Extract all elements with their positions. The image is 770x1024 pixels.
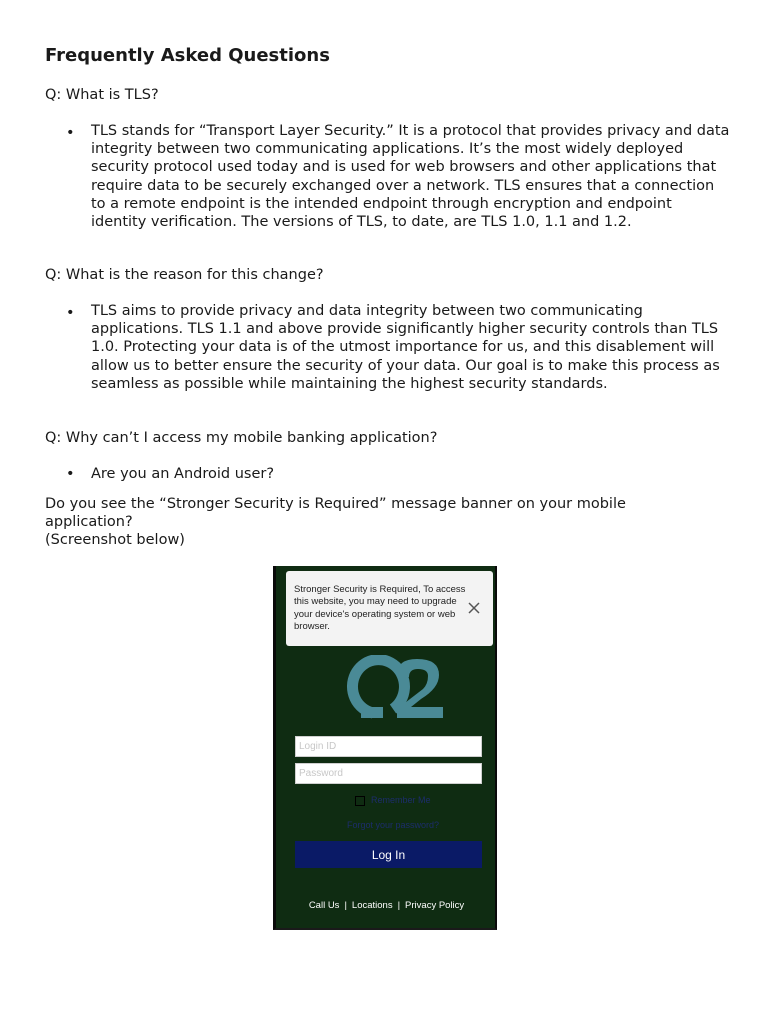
close-icon[interactable] <box>466 600 482 616</box>
footer-links <box>276 900 497 911</box>
remember-me-checkbox[interactable] <box>355 796 365 806</box>
banner-message: Stronger Security is Required, To access this website, you may need to upgrade your device's operating system or web browser. <box>294 584 466 632</box>
login-button[interactable]: Log In <box>295 841 482 868</box>
followup-line-3: (Screenshot below) <box>45 532 185 548</box>
forgot-password-link[interactable]: Forgot your password? <box>346 820 440 830</box>
followup-line-1: Do you see the “Stronger Security is Required” message banner on your mobile <box>45 496 626 512</box>
answer-3: Are you an Android user? <box>91 466 275 482</box>
privacy-policy-link[interactable]: Privacy Policy <box>405 900 465 911</box>
remember-me-label: Remember Me <box>371 795 431 805</box>
bullet-dot: • <box>66 305 75 321</box>
page-title: Frequently Asked Questions <box>45 45 330 66</box>
question-1: Q: What is TLS? <box>45 87 159 103</box>
answer-1: TLS stands for “Transport Layer Security.” It is a protocol that provides privacy and data integrity between two communicating applications. It’s the most widely deployed security protocol used today and is used for web browsers and other applications that require data to be securely exchanged over a network. TLS ensures that a connection to a remote endpoint is the intended endpoint through encryption and endpoint identity verification. The versions of TLS, to date, are TLS 1.0, 1.1 and 1.2. <box>91 123 730 231</box>
answer-2: TLS aims to provide privacy and data integrity between two communicating applications. TLS 1.1 and above provide significantly higher security controls than TLS 1.0. Protecting your data is of the utmost importance for us, and this disablement will allow us to better ensure the security of your data. Our goal is to make this process as seamless as possible while maintaining the highest security standards. <box>91 303 720 392</box>
followup-line-2: application? <box>45 514 133 530</box>
login-id-input[interactable] <box>295 736 482 757</box>
question-3: Q: Why can’t I access my mobile banking application? <box>45 430 438 446</box>
bullet-dot: • <box>66 125 75 141</box>
security-banner <box>286 571 493 646</box>
footer-separator: | <box>397 900 401 911</box>
question-2: Q: What is the reason for this change? <box>45 267 324 283</box>
locations-link[interactable]: Locations <box>351 900 393 911</box>
bullet-dot: • <box>66 466 75 482</box>
q2-logo <box>335 655 447 720</box>
mobile-app-screenshot <box>273 566 497 930</box>
footer-separator: | <box>344 900 347 911</box>
password-input[interactable] <box>295 763 482 784</box>
call-us-link[interactable]: Call Us <box>308 900 340 911</box>
